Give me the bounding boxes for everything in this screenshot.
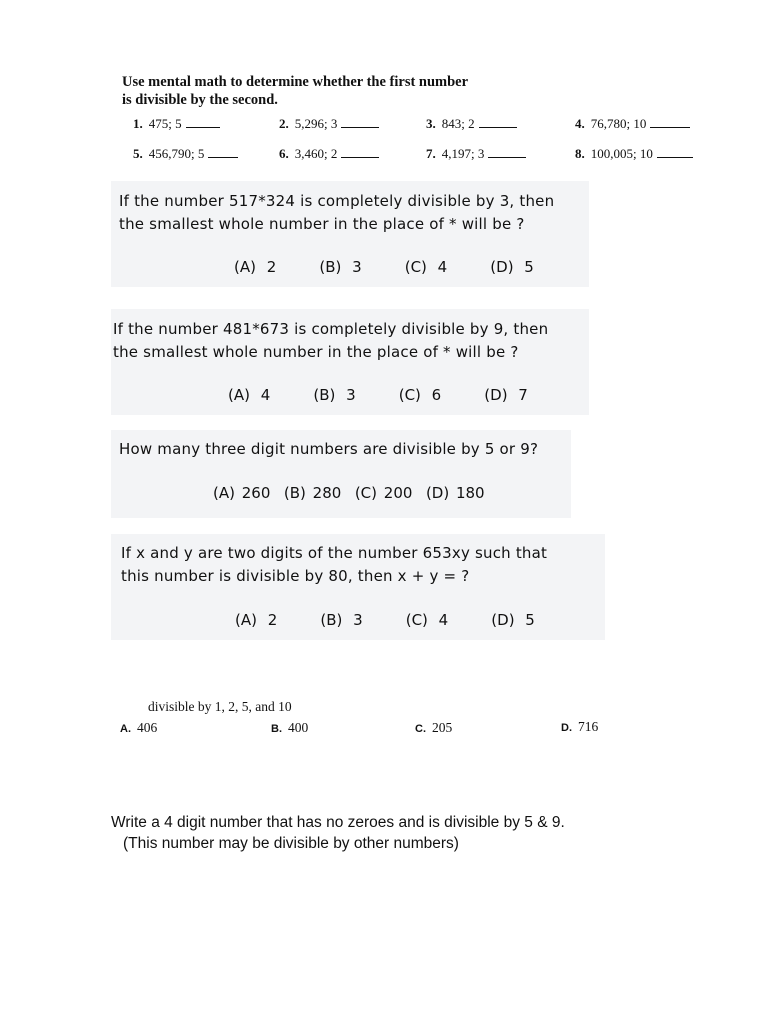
answer-blank[interactable] <box>341 157 379 158</box>
answer-blank[interactable] <box>488 157 526 158</box>
instructions-title <box>122 73 468 109</box>
option-c[interactable]: C. 205 <box>415 720 453 735</box>
question-3-options: (A) 260 (B) 280 (C) 200 (D) 180 <box>213 484 485 502</box>
exercise-item-8: 8. 100,005; 10 <box>575 146 693 162</box>
question-1-options: (A) 2 (B) 3 (C) 4 (D) 5 <box>234 258 534 276</box>
divisibility-question: divisible by 1, 2, 5, and 10 <box>148 699 292 714</box>
exercise-item-6: 6. 3,460; 2 <box>279 146 379 162</box>
option-a[interactable]: A. 406 <box>120 720 158 735</box>
question-2-options: (A) 4 (B) 3 (C) 6 (D) 7 <box>228 386 528 404</box>
writing-prompt-line-2: (This number may be divisible by other numbers) <box>123 835 459 852</box>
exercise-item-7: 7. 4,197; 3 <box>426 146 526 162</box>
exercise-item-5: 5. 456,790; 5 <box>133 146 238 162</box>
question-3-text: How many three digit numbers are divisible by 5 or 9? <box>119 440 539 458</box>
writing-prompt-line-1: Write a 4 digit number that has no zeroes and is divisible by 5 & 9. <box>111 814 565 831</box>
question-2-text: If the number 481*673 is completely divisible by 9, then the smallest whole number in the place of * will be ? <box>113 320 549 361</box>
instructions-line-2: is divisible by the second. <box>122 92 278 108</box>
answer-blank[interactable] <box>479 127 517 128</box>
answer-blank[interactable] <box>341 127 379 128</box>
answer-blank[interactable] <box>186 127 220 128</box>
answer-blank[interactable] <box>657 157 693 158</box>
writing-prompt <box>111 812 565 854</box>
answer-blank[interactable] <box>650 127 690 128</box>
question-4-text: If x and y are two digits of the number 653xy such that this number is divisible by 80, then x + y = ? <box>121 544 548 585</box>
exercise-item-4: 4. 76,780; 10 <box>575 116 690 132</box>
question-4-options: (A) 2 (B) 3 (C) 4 (D) 5 <box>235 611 535 629</box>
answer-blank[interactable] <box>208 157 238 158</box>
option-d[interactable]: D. 716 <box>561 719 599 734</box>
option-b[interactable]: B. 400 <box>271 720 309 735</box>
instructions-line-1: Use mental math to determine whether the first number <box>122 74 469 90</box>
question-1-text: If the number 517*324 is completely divisible by 3, then the smallest whole number in the place of * will be ? <box>119 192 555 233</box>
exercise-item-1: 1. 475; 5 <box>133 116 220 132</box>
exercise-item-3: 3. 843; 2 <box>426 116 517 132</box>
exercise-item-2: 2. 5,296; 3 <box>279 116 379 132</box>
